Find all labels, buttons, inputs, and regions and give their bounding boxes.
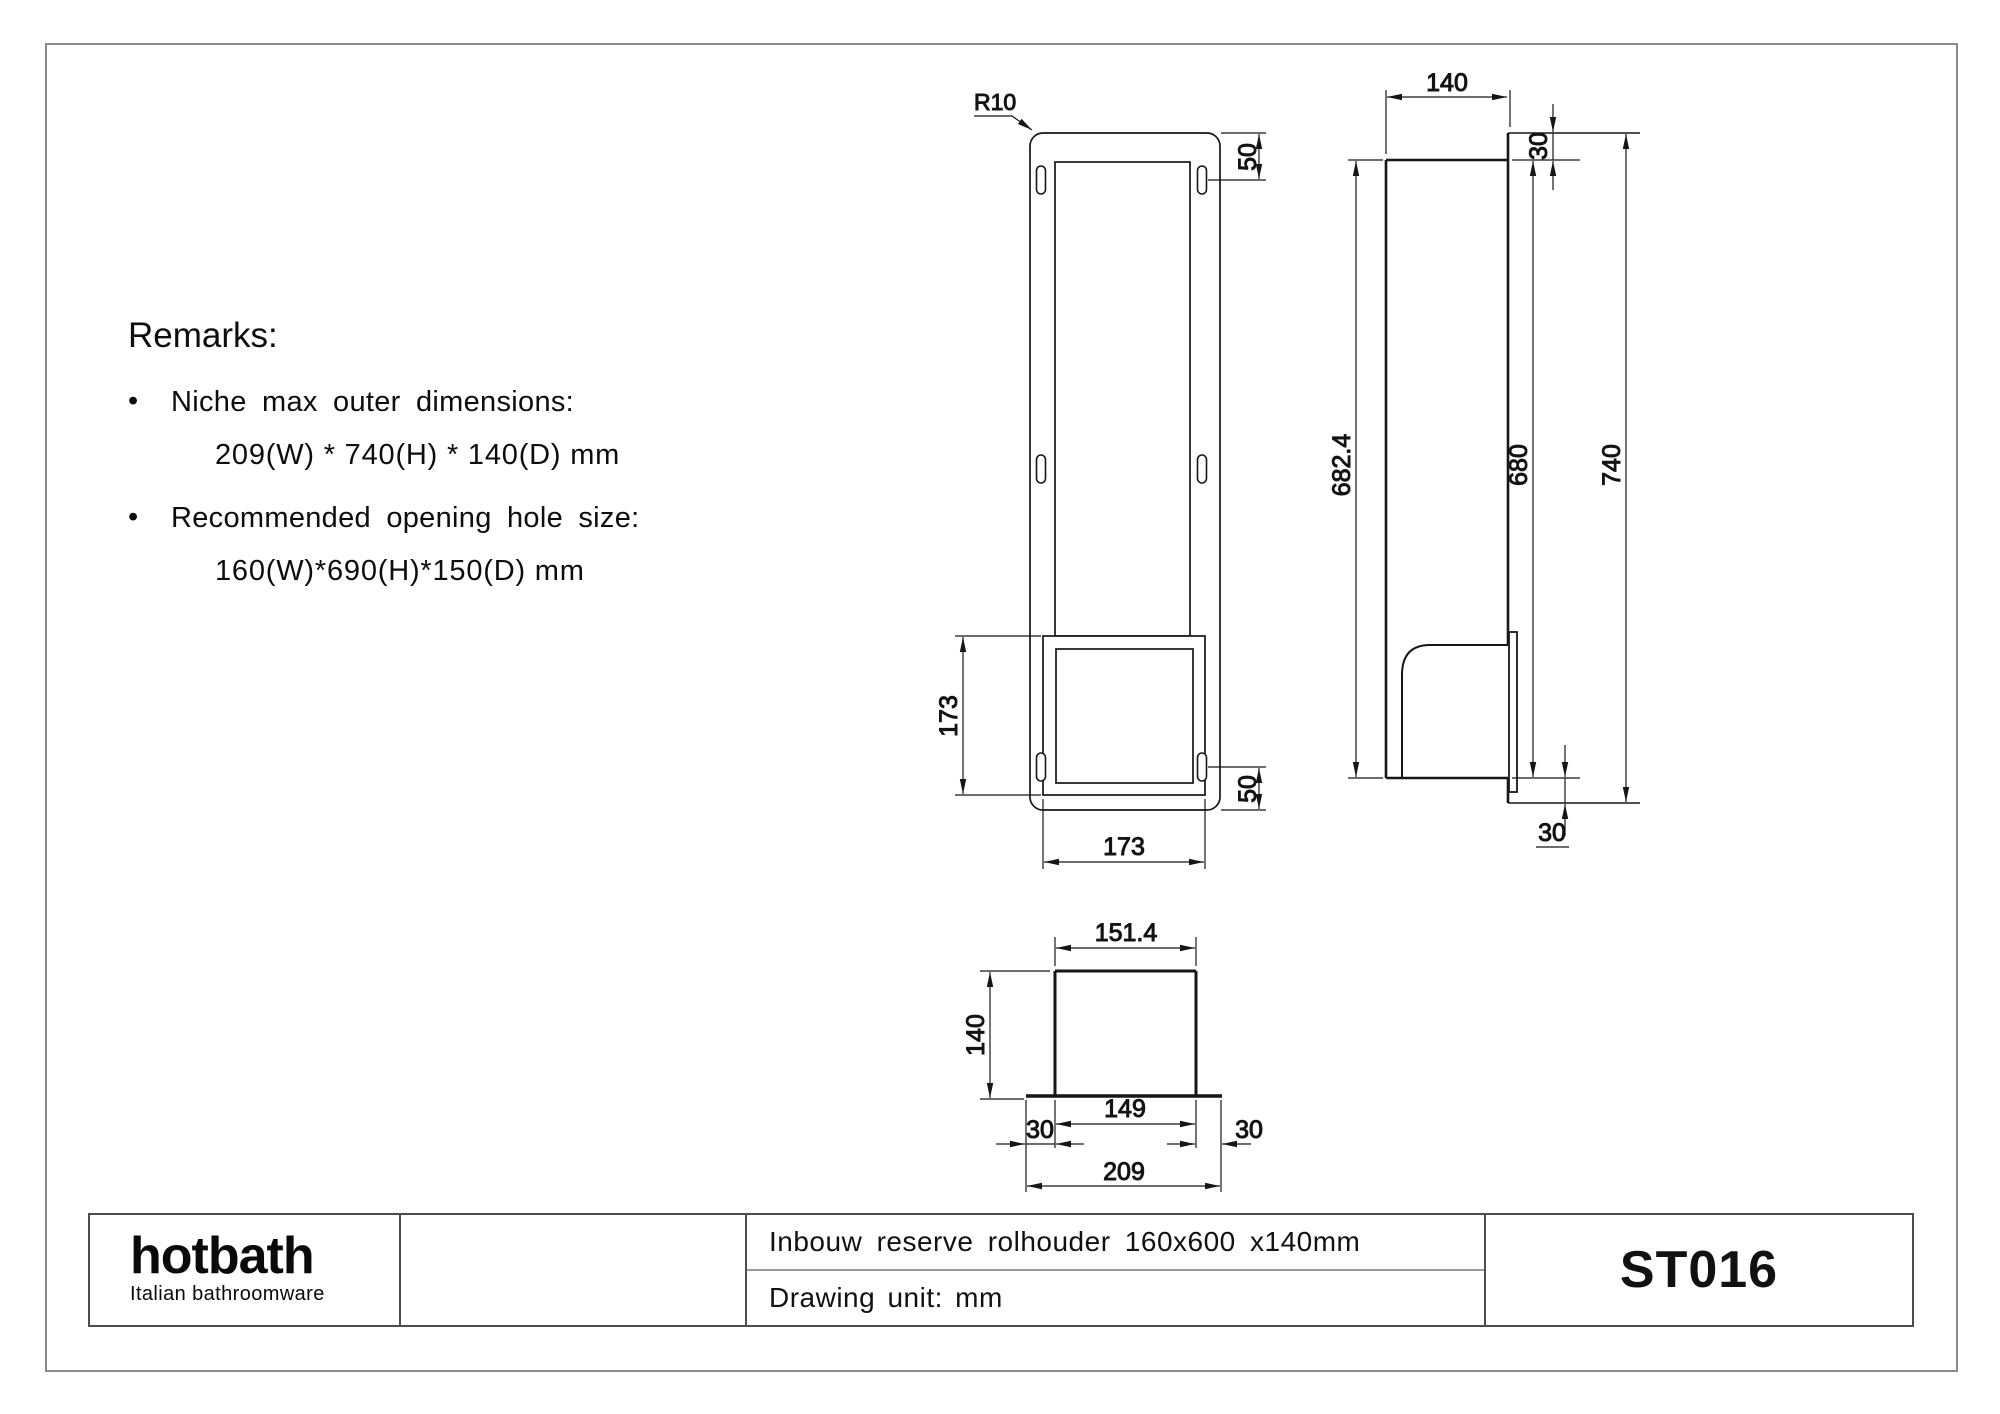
empty-cell: [401, 1215, 747, 1325]
slot-mid-left: [1037, 455, 1046, 483]
dim-label-opening-height: 680: [1505, 444, 1533, 486]
slot-bottom-left: [1037, 753, 1046, 781]
front-view: [935, 89, 1266, 869]
dim-label-flange-bottom-overhang: 30: [1538, 819, 1566, 847]
brand-tagline: Italian bathroomware: [130, 1282, 325, 1305]
bullet-icon: •: [128, 385, 139, 417]
bullet-icon: •: [128, 501, 139, 533]
slot-top-right: [1198, 166, 1207, 194]
remark-item-1-label: Niche max outer dimensions:: [171, 386, 575, 418]
brand-logo: hotbath: [130, 1227, 314, 1286]
side-view: [1328, 69, 1640, 847]
dim-label-box-inner-width: 149: [1104, 1095, 1146, 1123]
dim-label-flange-top-overhang: 30: [1525, 132, 1553, 160]
brand-cell: [90, 1215, 401, 1325]
dim-label-depth: 140: [1426, 69, 1468, 97]
dim-label-door-height: 173: [935, 695, 963, 737]
side-roll-compartment: [1402, 645, 1508, 778]
title-block: [88, 1213, 1914, 1327]
bottom-dim-140: [980, 971, 1050, 1099]
front-dim-r10: [974, 116, 1032, 130]
remark-item-2-value: 160(W)*690(H)*150(D) mm: [215, 555, 585, 587]
dim-label-total-height: 740: [1598, 444, 1626, 486]
remark-item-2-label: Recommended opening hole size:: [171, 502, 640, 534]
drawing-unit: Drawing unit: mm: [769, 1282, 1003, 1313]
dim-label-flange-total-width: 209: [1103, 1158, 1145, 1186]
dim-label-body-height: 682.4: [1328, 433, 1356, 497]
dim-label-flange-right-overhang: 30: [1235, 1116, 1263, 1144]
dim-label-box-outer-width: 151.4: [1094, 919, 1158, 947]
product-description: Inbouw reserve rolhouder 160x600 x140mm: [747, 1215, 1484, 1271]
dim-label-slot-top-offset: 50: [1234, 143, 1262, 171]
slot-mid-right: [1198, 455, 1207, 483]
remarks-title: Remarks:: [128, 316, 278, 355]
slot-bottom-right: [1198, 753, 1207, 781]
dim-label-box-depth: 140: [962, 1014, 990, 1056]
dim-label-slot-bottom-offset: 50: [1234, 775, 1262, 803]
slot-top-left: [1037, 166, 1046, 194]
dim-label-flange-left-overhang: 30: [1026, 1116, 1054, 1144]
front-door-outer: [1043, 636, 1205, 795]
product-code: ST016: [1619, 1241, 1779, 1299]
front-dim-173-left: [955, 636, 1041, 795]
description-cell: [747, 1215, 1486, 1325]
dim-label-door-width: 173: [1103, 833, 1145, 861]
side-door-plate: [1509, 632, 1517, 792]
dim-label-r10: R10: [974, 89, 1017, 115]
front-niche-opening: [1055, 162, 1190, 636]
side-dim-140: [1386, 90, 1510, 154]
bottom-view: [962, 919, 1263, 1192]
remark-item-1-value: 209(W) * 740(H) * 140(D) mm: [215, 439, 621, 471]
